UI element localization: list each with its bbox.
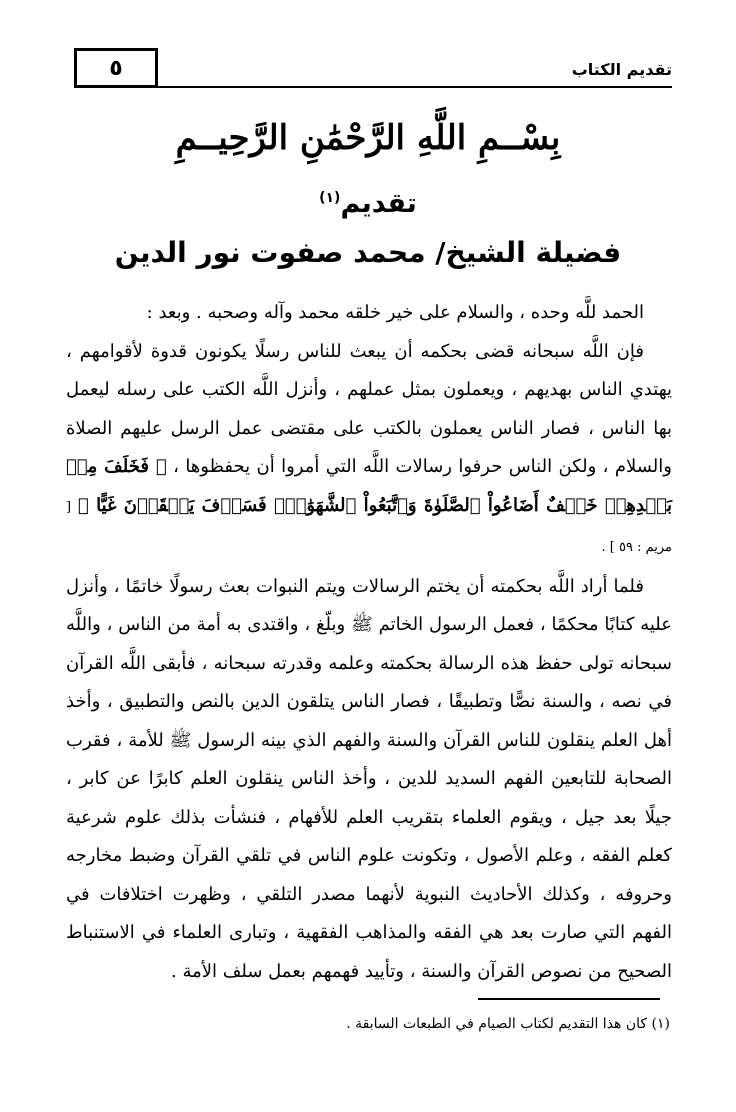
page-number-value: ٥	[109, 55, 123, 81]
paragraph-messengers-text: فإن اللَّه سبحانه قضى بحكمه أن يبعث للناس رسلًا يكونون قدوة لأقوامهم ، يهتدي الناس بهديهم ، ويعملون بمثل عملهم ، وأنزل اللَّه الكتب على رسله ليعمل بها الناس ، فصار الناس يعملون بالكتب على مقتضى عمل الرسل عليهم الصلاة والسلام ، ولكن الناس حرفوا رسالات اللَّه التي أمروا أن يحفظوها ،	[66, 340, 672, 477]
author-name: فضيلة الشيخ/ محمد صفوت نور الدين	[114, 236, 622, 269]
paragraph-messengers	[66, 333, 672, 568]
body-text	[66, 294, 672, 991]
paragraph-final-message: فلما أراد اللَّه بحكمته أن يختم الرسالات ويتم النبوات بعث رسولًا خاتمًا ، وأنزل عليه كتابًا محكمًا ، فعمل الرسول الخاتم ﷺ وبلّغ ، واقتدى به أمة من الناس ، واللَّه سبحانه تولى حفظ هذه الرسالة بحكمته وعلمه وقدرته سبحانه ، فأبقى اللَّه القرآن في نصه ، والسنة نصًّا وتطبيقًا ، فصار الناس يتلقون الدين بالنص والتطبيق ، وأخذ أهل العلم ينقلون للناس القرآن والسنة والفهم الذي بينه الرسول ﷺ للأمة ، فقرب الصحابة للتابعين الفهم السديد للدين ، وأخذ الناس ينقلون العلم كابرًا عن كابر ، جيلًا بعد جيل ، ويقوم العلماء بتقريب العلم للأفهام ، فنشأت بذلك علوم شرعية كعلم الفقه ، وعلم الأصول ، وتكونت علوم الناس في تلقي القرآن وضبط مخارجه وحروفه ، وكذلك الأحاديث النبوية لأنهما مصدر التلقي ، وظهرت اختلافات في الفهم التي صارت بعد هي الفقه والمذاهب الفقهية ، وتبارى العلماء في الاستنباط الصحيح من نصوص القرآن والسنة ، وتأييد فهمهم بعمل سلف الأمة .	[66, 575, 672, 982]
quran-verse: ﴿ فَخَلَفَ مِنۢ بَعۡدِهِمۡ خَلۡفٌ أَضَاعُواْ ٱلصَّلَوٰةَ وَٱتَّبَعُواْ ٱلشَّهَوَٰتِۖ فَسَوۡفَ يَلۡقَوۡنَ غَيًّا ﴾	[66, 456, 672, 516]
basmala: بِسْــمِ اللَّهِ الرَّحْمَٰنِ الرَّحِيــمِ	[175, 118, 561, 158]
title-footnote-mark: (١)	[319, 190, 341, 206]
title-text: تقديم	[340, 188, 417, 219]
page-number	[74, 48, 158, 88]
verse-reference: [ مريم : ٥٩ ] .	[66, 499, 672, 555]
footnote: (١) كان هذا التقديم لكتاب الصيام في الطبعات السابقة .	[346, 1016, 670, 1032]
header-rule	[74, 86, 672, 88]
running-title: تقديم الكتاب	[571, 60, 672, 79]
paragraph-opening: الحمد للَّه وحده ، والسلام على خير خلقه محمد وآله وصحبه . وبعد :	[146, 302, 644, 323]
footnote-rule	[478, 998, 660, 1000]
page-title	[0, 188, 736, 219]
